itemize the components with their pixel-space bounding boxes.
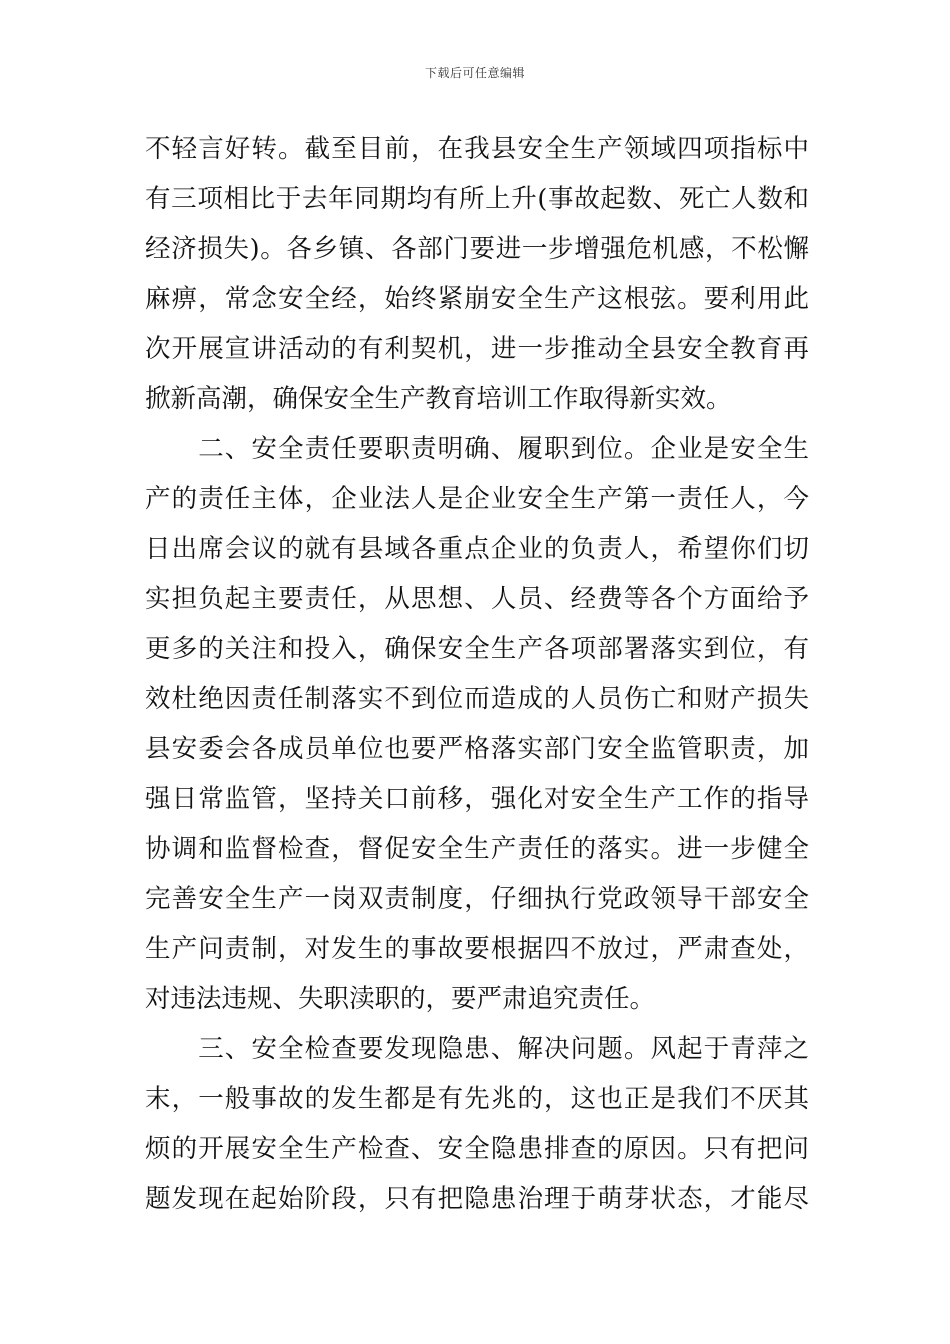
body-text	[145, 124, 809, 1224]
text-line: 县安委会各成员单位也要严格落实部门安全监管职责，加	[145, 734, 809, 764]
text-line: 日出席会议的就有县域各重点企业的负责人，希望你们切	[145, 534, 809, 564]
text-line: 麻痹，常念安全经，始终紧崩安全生产这根弦。要利用此	[145, 284, 809, 314]
page-header: 下载后可任意编辑	[424, 66, 525, 80]
text-line: 产的责任主体，企业法人是企业安全生产第一责任人，今	[145, 484, 809, 514]
text-line: 协调和监督检查，督促安全生产责任的落实。进一步健全	[145, 834, 809, 864]
text-line: 次开展宣讲活动的有利契机，进一步推动全县安全教育再	[145, 334, 809, 364]
text-line: 经济损失)。各乡镇、各部门要进一步增强危机感，不松懈	[145, 234, 809, 264]
text-line: 生产问责制，对发生的事故要根据四不放过，严肃查处，	[145, 934, 809, 964]
text-line: 三、安全检查要发现隐患、解决问题。风起于青萍之	[145, 1034, 809, 1064]
text-line: 不轻言好转。截至目前，在我县安全生产领域四项指标中	[145, 134, 809, 164]
text-line: 有三项相比于去年同期均有所上升(事故起数、死亡人数和	[145, 184, 809, 214]
text-line: 完善安全生产一岗双责制度，仔细执行党政领导干部安全	[145, 884, 809, 914]
text-line: 更多的关注和投入，确保安全生产各项部署落实到位，有	[145, 634, 809, 664]
text-line: 掀新高潮，确保安全生产教育培训工作取得新实效。	[145, 384, 732, 414]
text-line: 实担负起主要责任，从思想、人员、经费等各个方面给予	[145, 584, 809, 614]
text-line: 效杜绝因责任制落实不到位而造成的人员伤亡和财产损失	[145, 684, 809, 714]
text-line: 强日常监管，坚持关口前移，强化对安全生产工作的指导	[145, 784, 809, 814]
text-line: 题发现在起始阶段，只有把隐患治理于萌芽状态，才能尽	[145, 1184, 809, 1214]
text-line: 二、安全责任要职责明确、履职到位。企业是安全生	[145, 434, 809, 464]
text-line: 对违法违规、失职渎职的，要严肃追究责任。	[145, 984, 656, 1014]
text-line: 末，一般事故的发生都是有先兆的，这也正是我们不厌其	[145, 1084, 809, 1114]
text-line: 烦的开展安全生产检查、安全隐患排查的原因。只有把问	[145, 1134, 809, 1164]
